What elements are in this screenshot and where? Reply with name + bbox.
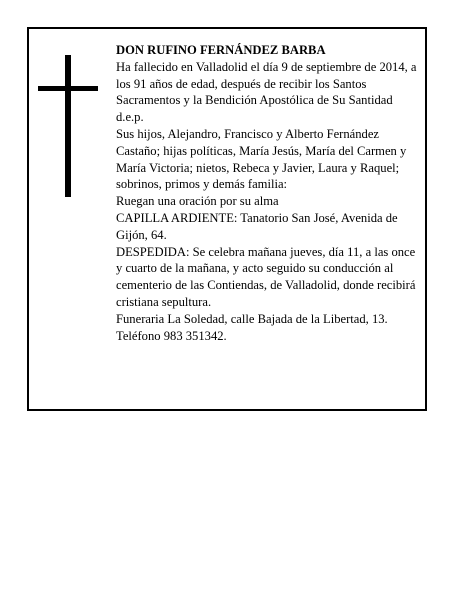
cross-vertical-bar: [65, 55, 71, 197]
prayer-request: Ruegan una oración por su alma: [116, 194, 279, 209]
death-announcement: Ha fallecido en Valladolid el día 9 de septiembre de 2014, a los 91 años de edad, después de recibir los Santos Sacramentos y la Bendición Apostólica de Su Santidad: [116, 59, 417, 108]
obituary-notice: [27, 27, 427, 411]
deceased-name: DON RUFINO FERNÁNDEZ BARBA: [116, 43, 326, 57]
family-list: Sus hijos, Alejandro, Francisco y Alberto Fernández Castaño; hijas políticas, María Jesús, María del Carmen y María Victoria; nietos, Rebeca y Javier, Laura y Raquel; sobrinos, primos y demás familia:: [116, 126, 407, 192]
funeral-home-details: Funeraria La Soledad, calle Bajada de la Libertad, 13. Teléfono 983 351342.: [116, 311, 388, 343]
rip-text: d.e.p.: [116, 110, 144, 125]
wake-details: CAPILLA ARDIENTE: Tanatorio San José, Avenida de Gijón, 64.: [116, 210, 398, 242]
farewell-details: DESPEDIDA: Se celebra mañana jueves, día 11, a las once y cuarto de la mañana, y acto seguido su conducción al cementerio de las Contiendas, de Valladolid, donde recibirá cristiana sepultura.: [116, 244, 416, 309]
cross-horizontal-bar: [38, 86, 98, 91]
notice-body: [116, 42, 422, 344]
